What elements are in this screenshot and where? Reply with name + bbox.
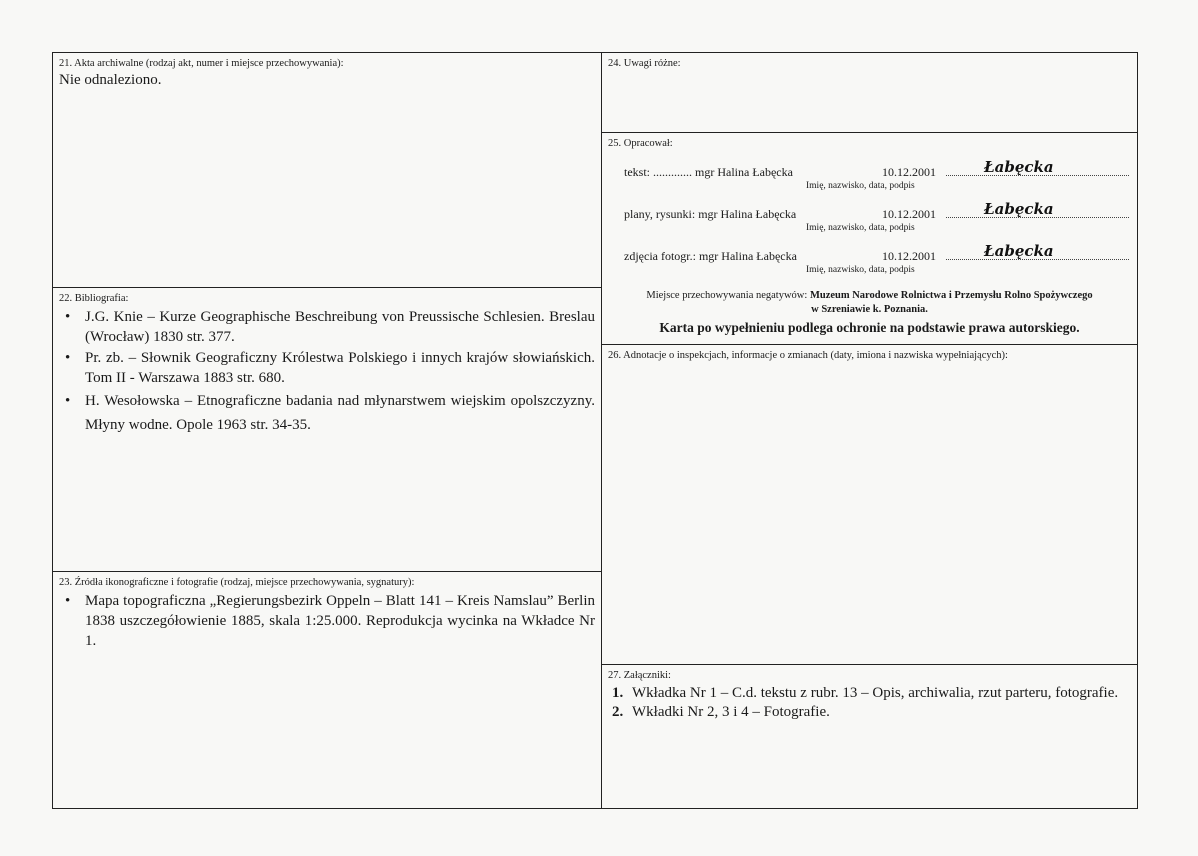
negatives-place-2: w Szreniawie k. Poznania. <box>811 304 928 315</box>
attachment-item <box>608 684 1131 703</box>
prepared-caption: Imię, nazwisko, data, podpis <box>806 265 915 275</box>
prepared-date: 10.12.2001 <box>882 249 936 263</box>
section-24-remarks <box>602 53 1137 133</box>
bibliography-item <box>59 389 595 437</box>
bullet-icon: • <box>65 309 71 325</box>
source-text: Mapa topograficzna „Regierungsbezirk Oppeln – Blatt 141 – Kreis Namslau” Berlin 1838 uszczegółowienie 1885, skala 1:25.000. Reprodukcja wycinka na Wkładce Nr 1. <box>85 593 595 649</box>
section-21-value: Nie odnaleziono. <box>59 72 162 88</box>
attachment-number: 1. <box>612 685 624 701</box>
attachment-text: Wkładka Nr 1 – C.d. tekstu z rubr. 13 – Opis, archiwalia, rzut parteru, fotografie. <box>632 685 1119 701</box>
handwritten-signature: Łabęcka <box>984 200 1054 218</box>
handwritten-signature: Łabęcka <box>984 158 1054 176</box>
section-23-label: 23. Źródła ikonograficzne i fotografie (rodzaj, miejsce przechowywania, sygnatury): <box>59 577 415 588</box>
section-26-inspection-notes <box>602 345 1137 665</box>
prepared-who: tekst: ............. mgr Halina Łabęcka <box>624 165 793 179</box>
section-21-label: 21. Akta archiwalne (rodzaj akt, numer i miejsce przechowywania): <box>59 58 344 69</box>
bibliography-item <box>59 307 595 347</box>
attachment-item <box>608 703 1131 722</box>
section-21-archival-records <box>53 53 601 288</box>
section-27-attachments <box>602 665 1137 808</box>
prepared-row-plans <box>624 200 1129 237</box>
section-22-bibliography <box>53 288 601 572</box>
bibliography-text: J.G. Knie – Kurze Geographische Beschreibung von Preussische Schlesien. Breslau (Wrocław) 1830 str. 377. <box>85 309 595 345</box>
attachment-number: 2. <box>612 704 624 720</box>
negatives-location <box>606 289 1133 317</box>
prepared-who: zdjęcia fotogr.: mgr Halina Łabęcka <box>624 249 797 263</box>
section-25-label: 25. Opracował: <box>608 138 673 149</box>
section-24-label: 24. Uwagi różne: <box>608 58 681 69</box>
section-22-label: 22. Bibliografia: <box>59 293 129 304</box>
bibliography-text: Pr. zb. – Słownik Geograficzny Królestwa Polskiego i innych krajów słowiańskich. Tom II - Warszawa 1883 str. 680. <box>85 350 595 386</box>
prepared-row-photos <box>624 242 1129 279</box>
negatives-prefix: Miejsce przechowywania negatywów: <box>646 290 808 301</box>
prepared-date: 10.12.2001 <box>882 207 936 221</box>
negatives-place: Muzeum Narodowe Rolnictwa i Przemysłu Rolno Spożywczego <box>809 290 1093 301</box>
prepared-who: plany, rysunki: mgr Halina Łabęcka <box>624 207 797 221</box>
copyright-notice: Karta po wypełnieniu podlega ochronie na podstawie prawa autorskiego. <box>659 320 1080 335</box>
section-23-iconographic-sources <box>53 572 601 808</box>
right-column <box>602 53 1137 808</box>
bullet-icon: • <box>65 350 71 366</box>
bibliography-item <box>59 348 595 388</box>
negatives-storage <box>606 289 1133 336</box>
prepared-caption: Imię, nazwisko, data, podpis <box>806 181 915 191</box>
section-25-prepared-by <box>602 133 1137 345</box>
attachment-text: Wkładki Nr 2, 3 i 4 – Fotografie. <box>632 704 830 720</box>
source-item <box>59 591 595 651</box>
handwritten-signature: Łabęcka <box>984 242 1054 260</box>
prepared-date: 10.12.2001 <box>882 165 936 179</box>
section-26-label: 26. Adnotacje o inspekcjach, informacje o zmianach (daty, imiona i nazwiska wypełniających): <box>608 350 1008 361</box>
section-27-label: 27. Załączniki: <box>608 670 671 681</box>
bibliography-text: H. Wesołowska – Etnograficzne badania nad młynarstwem wiejskim opolszczyzny. Młyny wodne. Opole 1963 str. 34-35. <box>85 393 595 433</box>
prepared-caption: Imię, nazwisko, data, podpis <box>806 223 915 233</box>
form-grid <box>52 52 1138 809</box>
bullet-icon: • <box>65 393 71 409</box>
prepared-row-text <box>624 158 1129 195</box>
left-column <box>53 53 602 808</box>
bullet-icon: • <box>65 593 71 609</box>
